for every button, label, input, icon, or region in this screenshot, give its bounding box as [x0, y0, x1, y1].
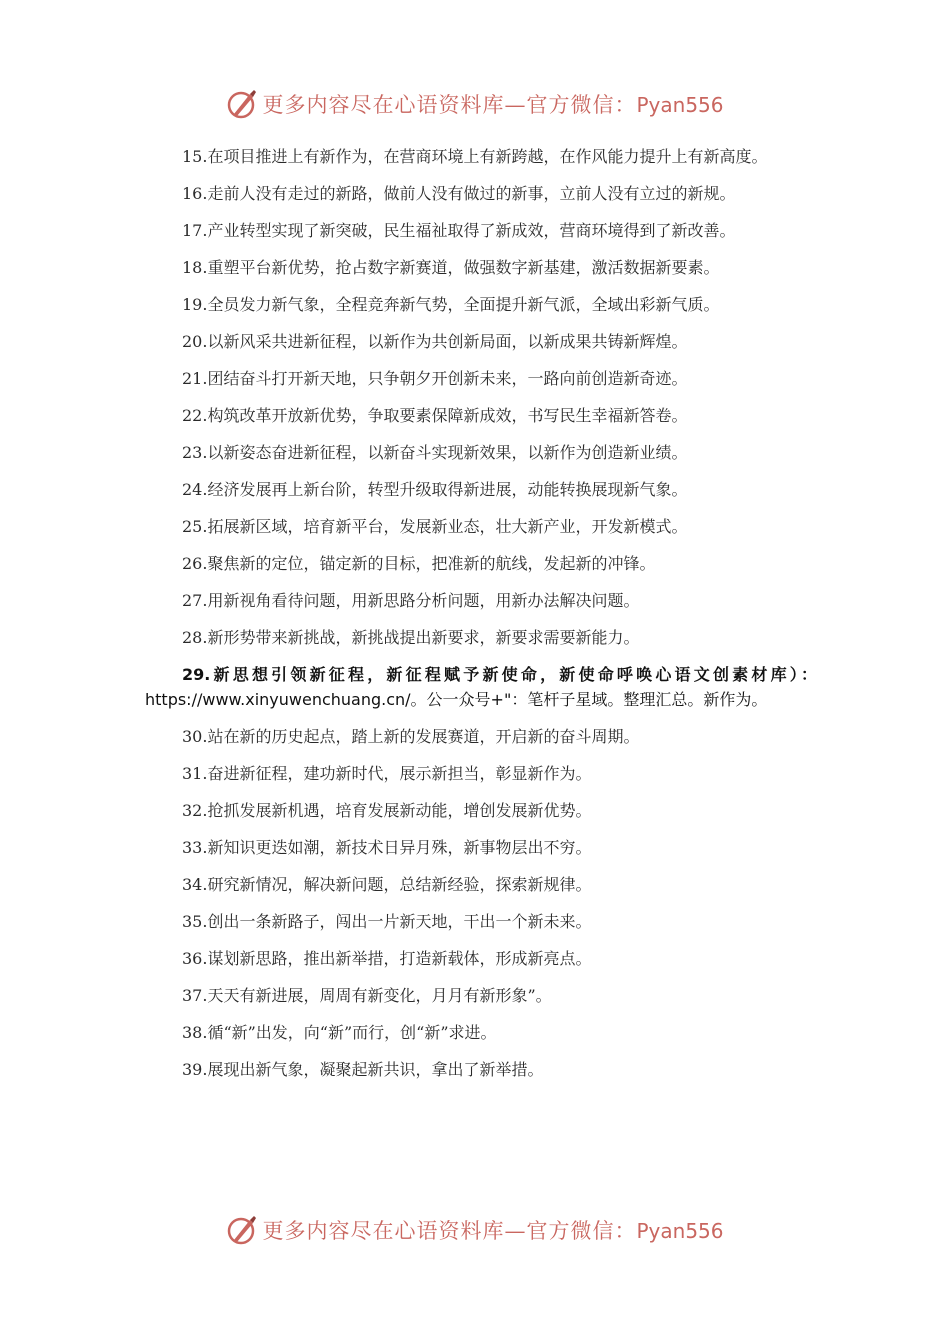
footer-wechat-id: Pyan556	[636, 1219, 724, 1243]
paragraph-38: 38.循“新”出发，向“新”而行，创“新”求进。	[182, 1023, 497, 1042]
paragraph-18: 18.重塑平台新优势，抢占数字新赛道，做强数字新基建，激活数据新要素。	[182, 258, 720, 277]
paragraph-23: 23.以新姿态奋进新征程，以新奋斗实现新效果，以新作为创造新业绩。	[182, 443, 688, 462]
header-banner	[0, 84, 950, 124]
paragraph-17: 17.产业转型实现了新突破，民生福祉取得了新成效，营商环境得到了新改善。	[182, 221, 736, 240]
paragraph-27: 27.用新视角看待问题，用新思路分析问题，用新办法解决问题。	[182, 591, 640, 610]
paragraph-32: 32.抢抓发展新机遇，培育发展新动能，增创发展新优势。	[182, 801, 592, 820]
paragraph-29	[145, 662, 817, 712]
header-banner-label: 更多内容尽在心语资料库—官方微信：	[262, 93, 637, 117]
paragraph-29-bold: 29.新思想引领新征程，新征程赋予新使命，新使命呼唤心语文创素材库）：	[182, 665, 817, 684]
pen-logo-icon	[226, 88, 258, 120]
paragraph-25: 25.拓展新区域，培育新平台，发展新业态，壮大新产业，开发新模式。	[182, 517, 688, 536]
paragraph-20: 20.以新风采共进新征程，以新作为共创新局面，以新成果共铸新辉煌。	[182, 332, 688, 351]
paragraph-34: 34.研究新情况，解决新问题，总结新经验，探索新规律。	[182, 875, 592, 894]
document-body	[145, 144, 817, 1094]
paragraph-24: 24.经济发展再上新台阶，转型升级取得新进展，动能转换展现新气象。	[182, 480, 688, 499]
pen-logo-icon	[226, 1214, 258, 1246]
paragraph-15: 15.在项目推进上有新作为，在营商环境上有新跨越，在作风能力提升上有新高度。	[182, 147, 768, 166]
paragraph-30: 30.站在新的历史起点，踏上新的发展赛道，开启新的奋斗周期。	[182, 727, 640, 746]
paragraph-29-url-text: https://www.xinyuwenchuang.cn/。公一众号+"：笔杆子星域。整理汇总。新作为。	[145, 690, 768, 709]
header-wechat-id: Pyan556	[636, 93, 724, 117]
paragraph-36: 36.谋划新思路，推出新举措，打造新载体，形成新亮点。	[182, 949, 592, 968]
paragraph-28: 28.新形势带来新挑战，新挑战提出新要求，新要求需要新能力。	[182, 628, 640, 647]
header-banner-text	[262, 89, 723, 119]
paragraph-19: 19.全员发力新气象，全程竞奔新气势，全面提升新气派，全域出彩新气质。	[182, 295, 720, 314]
footer-banner-text	[262, 1215, 723, 1245]
paragraph-26: 26.聚焦新的定位，锚定新的目标，把准新的航线，发起新的冲锋。	[182, 554, 656, 573]
paragraph-37: 37.天天有新进展，周周有新变化，月月有新形象”。	[182, 986, 552, 1005]
paragraph-35: 35.创出一条新路子，闯出一片新天地，干出一个新未来。	[182, 912, 592, 931]
paragraph-16: 16.走前人没有走过的新路，做前人没有做过的新事，立前人没有立过的新规。	[182, 184, 736, 203]
paragraph-33: 33.新知识更迭如潮，新技术日异月殊，新事物层出不穷。	[182, 838, 592, 857]
paragraph-39: 39.展现出新气象，凝聚起新共识，拿出了新举措。	[182, 1060, 544, 1079]
footer-banner	[0, 1210, 950, 1250]
paragraph-31: 31.奋进新征程，建功新时代，展示新担当，彰显新作为。	[182, 764, 592, 783]
paragraph-22: 22.构筑改革开放新优势，争取要素保障新成效，书写民生幸福新答卷。	[182, 406, 688, 425]
paragraph-21: 21.团结奋斗打开新天地，只争朝夕开创新未来，一路向前创造新奇迹。	[182, 369, 688, 388]
footer-banner-label: 更多内容尽在心语资料库—官方微信：	[262, 1219, 637, 1243]
